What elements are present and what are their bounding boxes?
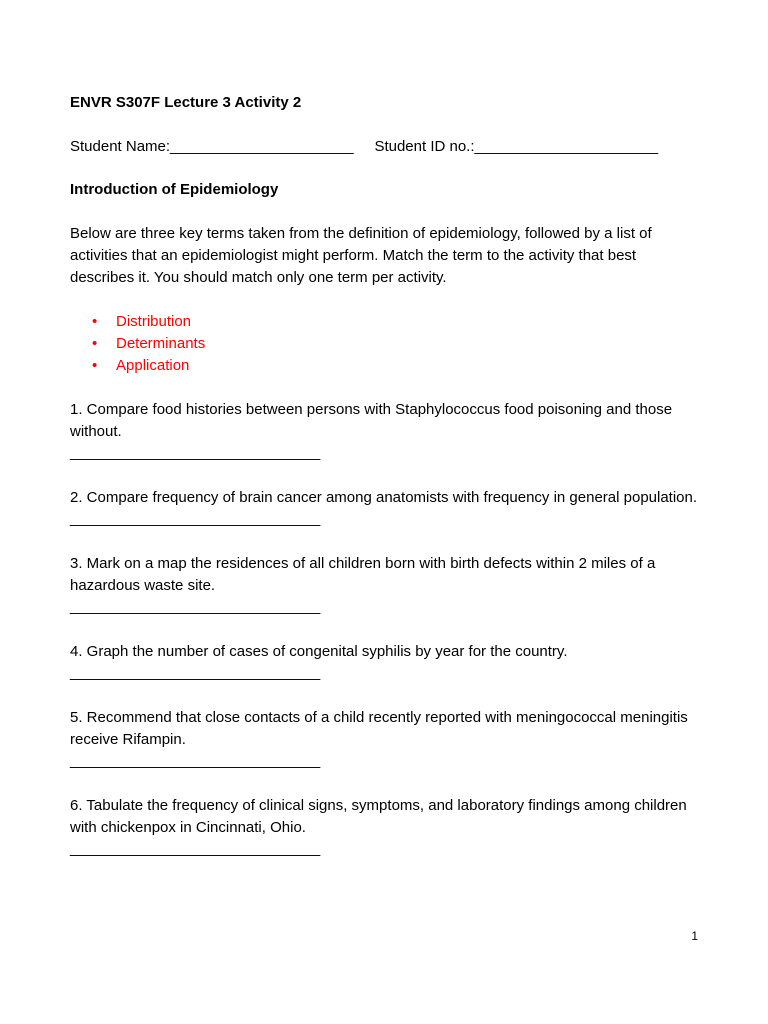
answer-blank[interactable]: ______________________________ bbox=[70, 664, 321, 681]
key-term-item bbox=[70, 355, 700, 377]
section-heading: Introduction of Epidemiology bbox=[70, 181, 279, 198]
bullet-icon: • bbox=[92, 357, 98, 374]
question-text: 3. Mark on a map the residences of all children born with birth defects within 2 miles of a hazardous waste site. bbox=[70, 555, 656, 594]
key-term-label: Determinants bbox=[116, 335, 206, 352]
question-item bbox=[70, 707, 700, 773]
question-item bbox=[70, 641, 700, 685]
bullet-icon: • bbox=[92, 335, 98, 352]
question-text: 5. Recommend that close contacts of a child recently reported with meningococcal meningitis receive Rifampin. bbox=[70, 709, 688, 748]
answer-blank[interactable]: ______________________________ bbox=[70, 752, 321, 769]
question-item bbox=[70, 399, 700, 465]
question-text: 2. Compare frequency of brain cancer among anatomists with frequency in general population. bbox=[70, 489, 698, 506]
page-number: 1 bbox=[691, 929, 698, 943]
student-name-field[interactable]: Student Name:______________________ bbox=[70, 138, 354, 155]
intro-paragraph: Below are three key terms taken from the definition of epidemiology, followed by a list of activities that an epidemiologist might perform. Match the term to the activity that best describes it. You should match only one term per activity. bbox=[70, 225, 652, 286]
key-term-item bbox=[70, 311, 700, 333]
key-term-item bbox=[70, 333, 700, 355]
question-text: 6. Tabulate the frequency of clinical signs, symptoms, and laboratory findings among children with chickenpox in Cincinnati, Ohio. bbox=[70, 797, 687, 836]
answer-blank[interactable]: ______________________________ bbox=[70, 840, 321, 857]
question-text: 4. Graph the number of cases of congenital syphilis by year for the country. bbox=[70, 643, 568, 660]
question-text: 1. Compare food histories between persons with Staphylococcus food poisoning and those without. bbox=[70, 401, 673, 440]
document-title: ENVR S307F Lecture 3 Activity 2 bbox=[70, 94, 302, 111]
answer-blank[interactable]: ______________________________ bbox=[70, 598, 321, 615]
question-item bbox=[70, 553, 700, 619]
student-id-field[interactable]: Student ID no.:______________________ bbox=[374, 138, 659, 155]
document-body bbox=[70, 92, 700, 861]
key-term-label: Application bbox=[116, 357, 190, 374]
answer-blank[interactable]: ______________________________ bbox=[70, 444, 321, 461]
question-item bbox=[70, 487, 700, 531]
student-info-line bbox=[70, 136, 700, 158]
bullet-icon: • bbox=[92, 313, 98, 330]
answer-blank[interactable]: ______________________________ bbox=[70, 510, 321, 527]
key-term-label: Distribution bbox=[116, 313, 192, 330]
key-terms-list bbox=[70, 311, 700, 377]
question-item bbox=[70, 795, 700, 861]
